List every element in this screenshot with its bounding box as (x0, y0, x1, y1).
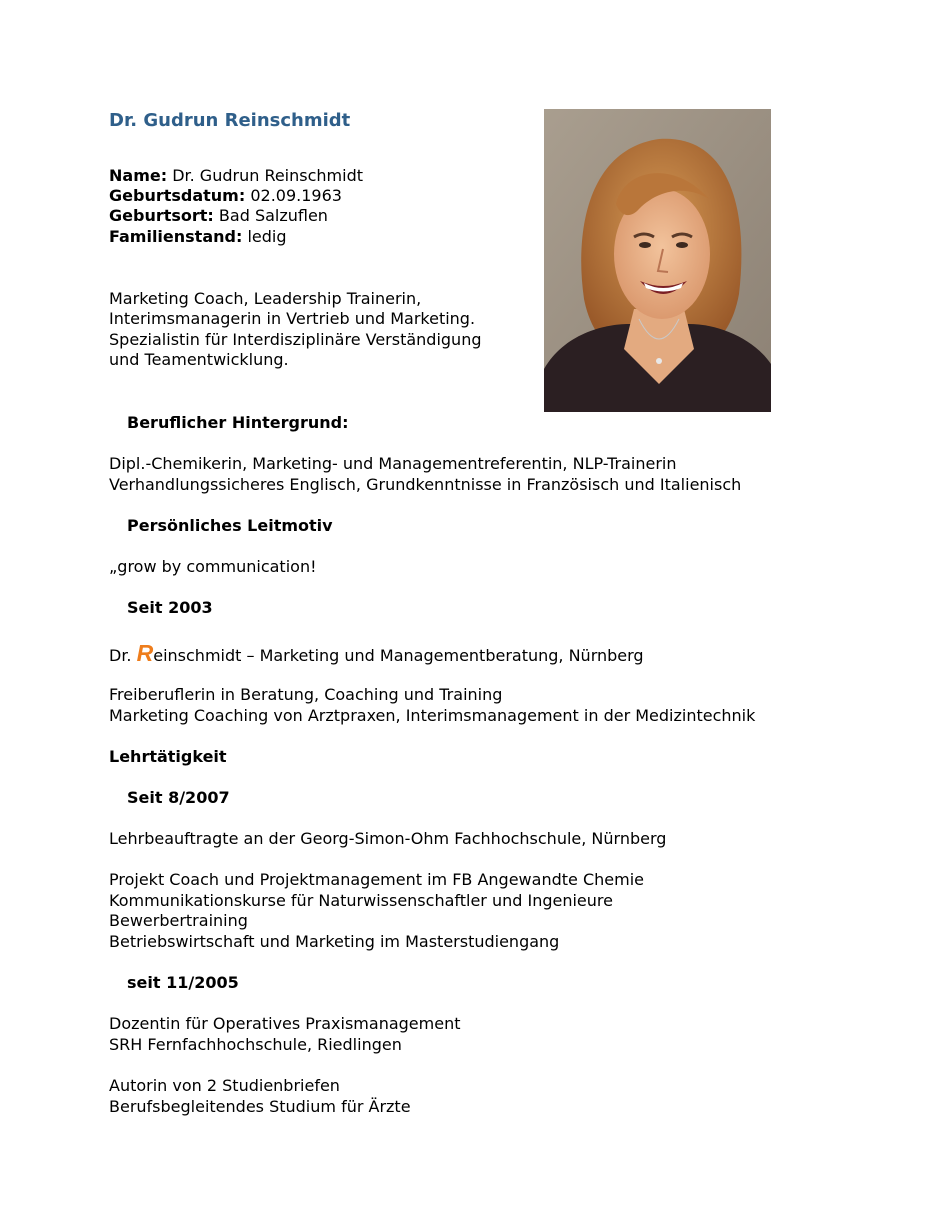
motto-text: „grow by communication! (109, 557, 317, 576)
heading-since-2003: Seit 2003 (127, 598, 213, 617)
birthplace-label: Geburtsort: (109, 206, 214, 225)
teaching-item: Bewerbertraining (109, 911, 248, 930)
intro-line: Interimsmanagerin in Vertrieb und Marketing. (109, 309, 476, 328)
name-value: Dr. Gudrun Reinschmidt (167, 166, 363, 185)
heading-teaching: Lehrtätigkeit (109, 747, 227, 766)
marital-status-label: Familienstand: (109, 227, 243, 246)
birthdate-value: 02.09.1963 (245, 186, 342, 205)
background-line: Dipl.-Chemikerin, Marketing- und Managementreferentin, NLP-Trainerin (109, 454, 677, 473)
page-title: Dr. Gudrun Reinschmidt (109, 110, 351, 131)
intro-line: Spezialistin für Interdisziplinäre Verständigung (109, 330, 482, 349)
marital-status-row (109, 227, 287, 247)
heading-since-2005: seit 11/2005 (127, 973, 239, 992)
teaching-line: Berufsbegleitendes Studium für Ärzte (109, 1097, 411, 1116)
company-line (109, 640, 644, 666)
portrait-photo (544, 109, 771, 412)
background-line: Verhandlungssicheres Englisch, Grundkenntnisse in Französisch und Italienisch (109, 475, 742, 494)
teaching-line: Dozentin für Operatives Praxismanagement (109, 1014, 461, 1033)
teaching-item: Projekt Coach und Projektmanagement im FB Angewandte Chemie (109, 870, 644, 889)
heading-background: Beruflicher Hintergrund: (127, 413, 349, 432)
birthplace-value: Bad Salzuflen (213, 206, 328, 225)
since-2003-line: Freiberuflerin in Beratung, Coaching und Training (109, 685, 503, 704)
teaching-item: Betriebswirtschaft und Marketing im Masterstudiengang (109, 932, 560, 951)
teaching-item: Kommunikationskurse für Naturwissenschaftler und Ingenieure (109, 891, 613, 910)
birthdate-row (109, 186, 342, 206)
birthplace-row (109, 206, 328, 226)
company-initial: R (136, 640, 154, 666)
company-prefix: Dr. (109, 646, 137, 665)
teaching-line: Lehrbeauftragte an der Georg-Simon-Ohm Fachhochschule, Nürnberg (109, 829, 667, 848)
name-row (109, 166, 363, 186)
intro-line: und Teamentwicklung. (109, 350, 289, 369)
company-name: einschmidt – Marketing und Managementberatung, Nürnberg (153, 646, 644, 665)
birthdate-label: Geburtsdatum: (109, 186, 246, 205)
since-2003-line: Marketing Coaching von Arztpraxen, Interimsmanagement in der Medizintechnik (109, 706, 756, 725)
intro-line: Marketing Coach, Leadership Trainerin, (109, 289, 422, 308)
heading-motto: Persönliches Leitmotiv (127, 516, 333, 535)
marital-status-value: ledig (242, 227, 287, 246)
teaching-line: SRH Fernfachhochschule, Riedlingen (109, 1035, 402, 1054)
teaching-line: Autorin von 2 Studienbriefen (109, 1076, 340, 1095)
name-label: Name: (109, 166, 168, 185)
heading-since-2007: Seit 8/2007 (127, 788, 230, 807)
